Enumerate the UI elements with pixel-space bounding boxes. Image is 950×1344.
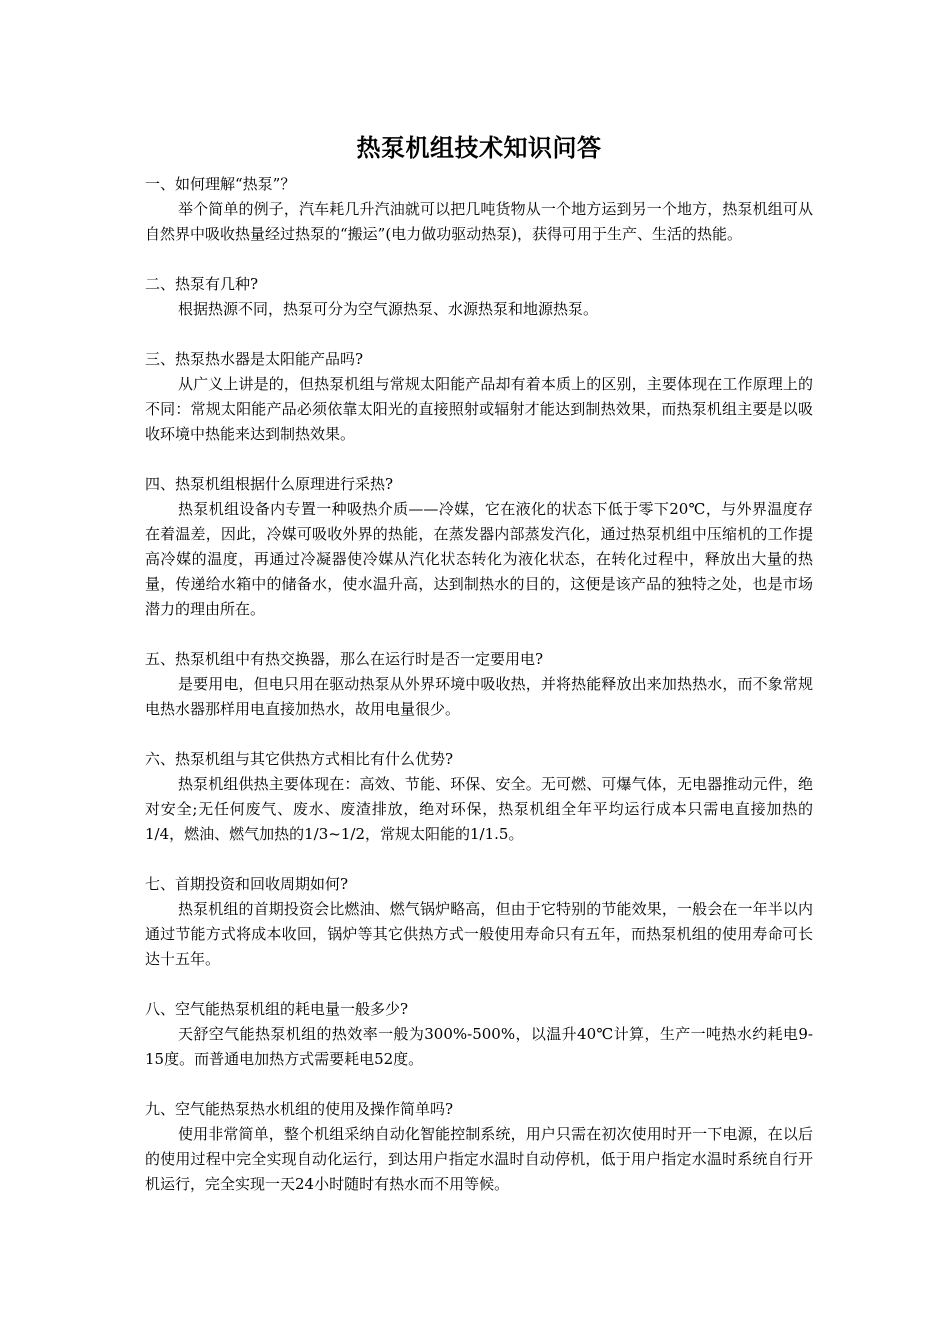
qa-section-5 — [145, 647, 813, 722]
answer-2: 根据热源不同，热泵可分为空气源热泵、水源热泵和地源热泵。 — [178, 300, 599, 318]
qa-section-7 — [145, 872, 813, 972]
answer-6: 热泵机组供热主要体现在：高效、节能、环保、安全。无可燃、可爆气体，无电器推动元件，绝对安全;无任何废气、废水、废渣排放，绝对环保，热泵机组全年平均运行成本只需电直接加热的1/4，燃油、燃气加热的1/3~1/2，常规太阳能的1/1.5。 — [145, 775, 813, 843]
question-4: 四、热泵机组根据什么原理进行采热? — [145, 475, 394, 493]
answer-7: 热泵机组的首期投资会比燃油、燃气锅炉略高，但由于它特别的节能效果，一般会在一年半以内通过节能方式将成本收回，锅炉等其它供热方式一般使用寿命只有五年，而热泵机组的使用寿命可长达十五年。 — [145, 900, 813, 968]
question-8: 八、空气能热泵机组的耗电量一般多少? — [145, 1000, 409, 1018]
answer-9: 使用非常简单，整个机组采纳自动化智能控制系统，用户只需在初次使用时开一下电源，在以后的使用过程中完全实现自动化运行，到达用户指定水温时自动停机，低于用户指定水温时系统自行开机运行，完全实现一天24小时随时有热水而不用等候。 — [145, 1125, 813, 1193]
answer-8: 天舒空气能热泵机组的热效率一般为300%-500%，以温升40℃计算，生产一吨热水约耗电9-15度。而普通电加热方式需要耗电52度。 — [145, 1025, 813, 1068]
qa-section-6 — [145, 747, 813, 847]
qa-section-2 — [145, 272, 813, 322]
qa-section-4 — [145, 472, 813, 622]
document-title: 热泵机组技术知识问答 — [356, 133, 602, 162]
question-7: 七、首期投资和回收周期如何? — [145, 875, 349, 893]
answer-5: 是要用电，但电只用在驱动热泵从外界环境中吸收热，并将热能释放出来加热热水，而不象常规电热水器那样用电直接加热水，故用电量很少。 — [145, 675, 813, 718]
qa-section-3 — [145, 347, 813, 447]
answer-4: 热泵机组设备内专置一种吸热介质——冷媒，它在液化的状态下低于零下20℃，与外界温度存在着温差，因此，冷媒可吸收外界的热能，在蒸发器内部蒸发汽化，通过热泵机组中压缩机的工作提高冷媒的温度，再通过冷凝器使冷媒从汽化状态转化为液化状态，在转化过程中，释放出大量的热量，传递给水箱中的储备水，使水温升高，达到制热水的目的，这便是该产品的独特之处，也是市场潜力的理由所在。 — [145, 500, 813, 618]
answer-3: 从广义上讲是的，但热泵机组与常规太阳能产品却有着本质上的区别，主要体现在工作原理上的不同：常规太阳能产品必须依靠太阳光的直接照射或辐射才能达到制热效果，而热泵机组主要是以吸收环境中热能来达到制热效果。 — [145, 375, 813, 443]
question-1: 一、如何理解“热泵”？ — [145, 175, 296, 193]
question-6: 六、热泵机组与其它供热方式相比有什么优势? — [145, 750, 454, 768]
answer-1: 举个简单的例子，汽车耗几升汽油就可以把几吨货物从一个地方运到另一个地方，热泵机组可从自然界中吸收热量经过热泵的“搬运”(电力做功驱动热泵)，获得可用于生产、生活的热能。 — [145, 200, 813, 243]
document-body — [145, 128, 813, 1222]
question-3: 三、热泵热水器是太阳能产品吗? — [145, 350, 364, 368]
question-5: 五、热泵机组中有热交换器，那么在运行时是否一定要用电? — [145, 650, 544, 668]
qa-section-9 — [145, 1097, 813, 1197]
qa-section-8 — [145, 997, 813, 1072]
question-9: 九、空气能热泵热水机组的使用及操作简单吗? — [145, 1100, 454, 1118]
question-2: 二、热泵有几种? — [145, 275, 259, 293]
qa-section-1 — [145, 172, 813, 247]
